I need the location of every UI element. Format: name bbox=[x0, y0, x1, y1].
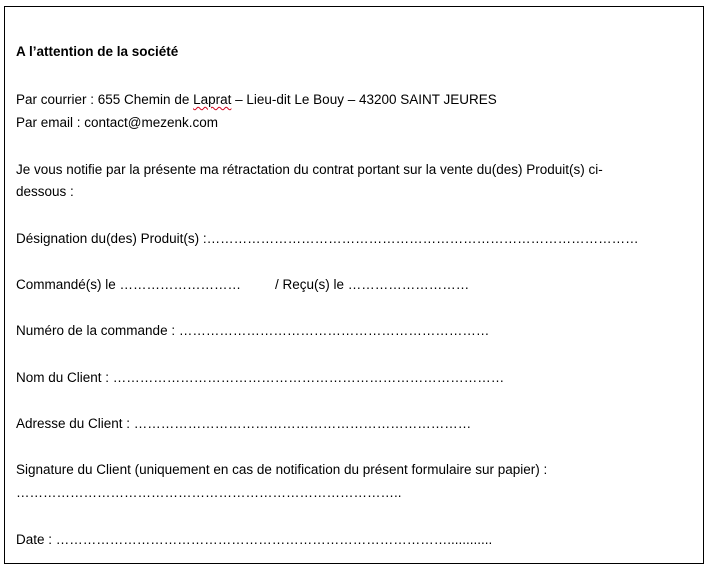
courier-street-word: Laprat bbox=[193, 92, 232, 107]
courier-suffix: – Lieu-dit Le Bouy – 43200 SAINT JEURES bbox=[231, 92, 497, 107]
designation-field: Désignation du(des) Produit(s) :…………………………………………………………………………………… bbox=[16, 231, 639, 246]
notice-line-1: Je vous notifie par la présente ma rétractation du contrat portant sur la vente du(des) Produit(s) ci- bbox=[16, 162, 603, 177]
date-field: Date : ……………………………………………………………………………............ bbox=[16, 532, 493, 547]
ordered-field: Commandé(s) le ……………………… bbox=[16, 277, 242, 292]
signature-line: ………………………………………………………………………….. bbox=[16, 485, 402, 500]
courier-address bbox=[16, 91, 497, 108]
courier-prefix: Par courrier : 655 Chemin de bbox=[16, 92, 194, 107]
signature-label: Signature du Client (uniquement en cas de notification du présent formulaire sur papier) : bbox=[16, 462, 548, 477]
notice-line-2: dessous : bbox=[16, 184, 74, 199]
email-line: Par email : contact@mezenk.com bbox=[16, 115, 219, 130]
heading: A l’attention de la société bbox=[16, 44, 179, 59]
order-receipt-dates bbox=[16, 276, 469, 293]
received-field: / Reçu(s) le ……………………… bbox=[275, 277, 470, 292]
client-address-field: Adresse du Client : ………………………………………………………………… bbox=[16, 416, 472, 431]
order-number-field: Numéro de la commande : …………………………………………………………… bbox=[16, 323, 490, 338]
client-name-field: Nom du Client : …………………………………………………………………………… bbox=[16, 370, 505, 385]
